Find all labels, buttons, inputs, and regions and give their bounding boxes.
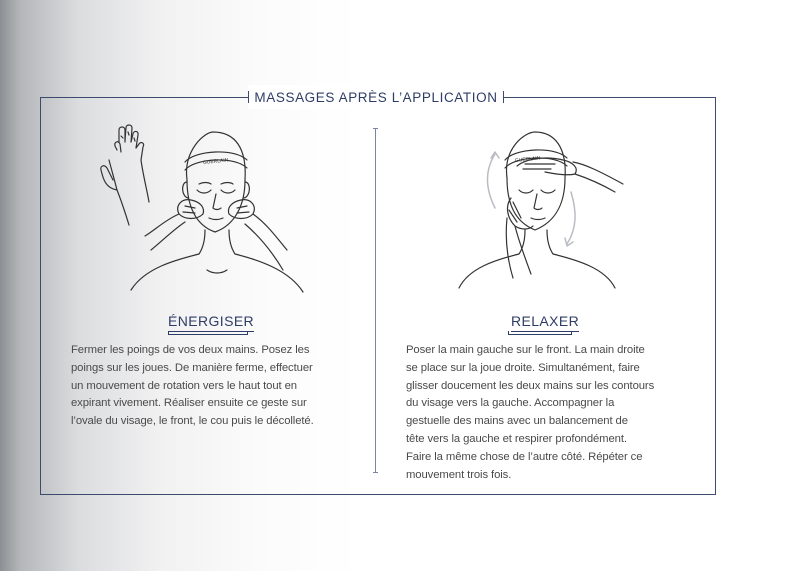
heading-rule-relaxer <box>508 334 572 335</box>
section-heading-energiser: ÉNERGISER <box>168 313 254 332</box>
text-line: du visage vers la gauche. Accompagner la <box>406 397 615 410</box>
section-text-energiser <box>71 342 343 431</box>
text-line: l’ovale du visage, le front, le cou puis le décolleté. <box>71 415 314 428</box>
text-line: Poser la main gauche sur le front. La main droite <box>406 344 645 356</box>
frame-title-box <box>248 85 504 109</box>
face-massage-fists-illustration <box>95 120 325 310</box>
frame-title: MASSAGES APRÈS L’APPLICATION <box>254 89 498 105</box>
text-line: expirant vivement. Réaliser ensuite ce geste sur <box>71 397 307 410</box>
text-line: se place sur la joue droite. Simultanément, faire <box>406 361 640 374</box>
svg-text:GUERLAIN: GUERLAIN <box>202 157 229 166</box>
text-line: Faire la même chose de l’autre côté. Répéter ce <box>406 450 643 463</box>
title-left-tick <box>248 91 249 103</box>
text-line: tête vers la gauche et respirer profondément. <box>406 432 627 445</box>
text-line: Fermer les poings de vos deux mains. Posez les <box>71 344 310 356</box>
title-right-tick <box>503 91 504 103</box>
text-line: poings sur les joues. De manière ferme, effectuer <box>71 361 313 374</box>
text-line: mouvement trois fois. <box>406 468 512 481</box>
section-heading-relaxer: RELAXER <box>511 313 579 332</box>
text-line: glisser doucement les deux mains sur les contours <box>406 379 655 392</box>
text-line: un mouvement de rotation vers le haut tout en <box>71 379 297 392</box>
heading-rule-energiser <box>168 334 248 335</box>
column-divider <box>375 128 376 473</box>
svg-text:GUERLAIN: GUERLAIN <box>514 155 541 164</box>
face-massage-hands-illustration <box>455 118 655 308</box>
text-line: gestuelle des mains avec un balancement de <box>406 415 628 428</box>
section-text-relaxer <box>406 342 678 484</box>
